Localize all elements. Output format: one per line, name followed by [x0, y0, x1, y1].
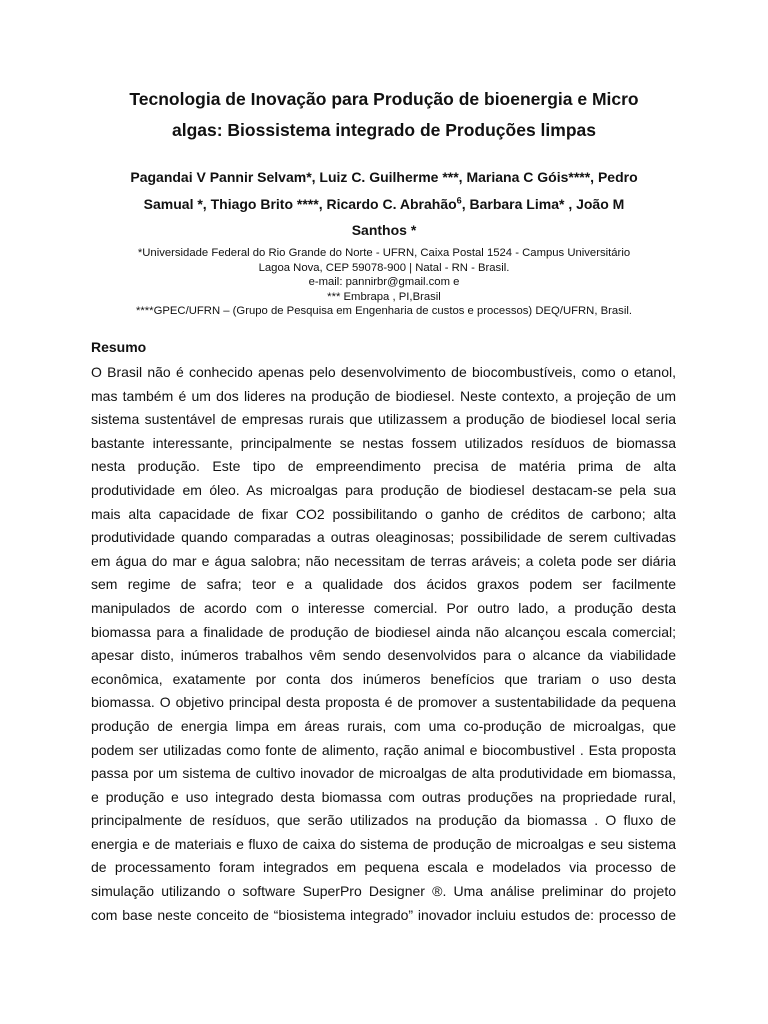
title-line-1: Tecnologia de Inovação para Produção de bioenergia e Micro [129, 89, 639, 109]
abstract-line: sistema sustentável de empresas rurais que utilizassem a produção de biodiesel local seria [91, 411, 676, 428]
abstract-line: energia e de materiais e fluxo de caixa do sistema de produção de microalgas e seu sistema [91, 835, 676, 852]
author-list [92, 164, 676, 244]
title-line-2: algas: Biossistema integrado de Produções limpas [171, 120, 597, 140]
abstract-line: e produção e uso integrado desta biomassa com outras produções na propriedade rural, [91, 788, 676, 805]
affiliation-line-5: ****GPEC/UFRN – (Grupo de Pesquisa em Engenharia de custos e processos) DEQ/UFRN, Brasil. [135, 305, 632, 318]
affiliation-line-2: Lagoa Nova, CEP 59078-900 | Natal - RN - Brasil. [258, 261, 510, 274]
authors-line-3: Santhos * [351, 222, 417, 238]
section-heading-resumo: Resumo [91, 339, 147, 355]
abstract-line: passa por um sistema de cultivo inovador de microalgas de alta produtividade em biomassa, [91, 765, 676, 782]
abstract-line: biomassa. O objetivo principal desta proposta é de promover a sustentabilidade da pequena [91, 694, 676, 711]
abstract-line: econômica, exatamente por conta dos inúmeros benefícios que trariam o uso desta [91, 670, 676, 687]
abstract-line: O Brasil não é conhecido apenas pelo desenvolvimento de biocombustíveis, como o etanol, [91, 364, 676, 380]
abstract-line: manipulados de acordo com o interesse comercial. Por outro lado, a produção desta [91, 599, 676, 616]
affiliation-line-1: *Universidade Federal do Rio Grande do Norte - UFRN, Caixa Postal 1524 - Campus Universitário [137, 247, 631, 259]
authors-line-2a: Samual *, Thiago Brito ****, Ricardo C. Abrahão [143, 195, 457, 212]
affiliations [90, 246, 678, 319]
affiliation-line-4: *** Embrapa , PI,Brasil [327, 290, 441, 303]
abstract-line: produção de energia limpa em áreas rurais, com uma co-produção de microalgas, que [91, 717, 676, 734]
abstract-body [91, 361, 676, 927]
authors-line-2b: , Barbara Lima* , João M [461, 195, 625, 212]
abstract-line: bastante interessante, principalmente se nestas fossem utilizados resíduos de biomassa [91, 434, 676, 451]
abstract-line: produtividade quando comparadas a outras oleaginosas; possibilidade de serem cultivadas [91, 529, 676, 546]
abstract-line: podem ser utilizadas como fonte de alimento, ração animal e biocombustivel . Esta proposta [91, 741, 676, 758]
abstract-line: biomassa para a finalidade de produção de biodiesel ainda não alcançou escala comercial; [91, 623, 676, 640]
abstract-line: de processamento foram integrados em pequena escala e modelados via processo de [91, 859, 676, 876]
authors-line-1: Pagandai V Pannir Selvam*, Luiz C. Guilherme ***, Mariana C Góis****, Pedro [130, 169, 638, 185]
abstract-line: principalmente de resíduos, que serão utilizados na produção da biomassa . O fluxo de [91, 812, 676, 829]
abstract-line: apesar disto, inúmeros trabalhos vêm sendo desenvolvidos para o alcance da viabilidade [91, 647, 676, 664]
abstract-line: com base neste conceito de “biosistema integrado” inovador incluiu estudos de: processo de [91, 906, 676, 923]
abstract-line: sem regime de safra; teor e a qualidade dos ácidos graxos podem ser facilmente [91, 576, 676, 593]
abstract-line: nesta produção. Este tipo de empreendimento precisa de matéria prima de alta [91, 458, 676, 475]
abstract-line: em água do mar e água salobra; não necessitam de terras aráveis; a coleta pode ser diária [91, 552, 676, 569]
abstract-line: simulação utilizando o software SuperPro Designer ®. Uma análise preliminar do projeto [91, 883, 676, 900]
abstract-line: mais alta capacidade de fixar CO2 possibilitando o ganho de créditos de carbono; alta [91, 505, 676, 522]
affiliation-email: e-mail: pannirbr@gmail.com e [308, 276, 460, 289]
author-superscript: 6 [456, 194, 462, 205]
paper-title [100, 84, 668, 146]
abstract-line: mas também é um dos lideres na produção de biodiesel. Neste contexto, a projeção de um [91, 387, 676, 404]
abstract-line: produtividade em óleo. As microalgas para produção de biodiesel destacam-se pela sua [91, 481, 676, 498]
